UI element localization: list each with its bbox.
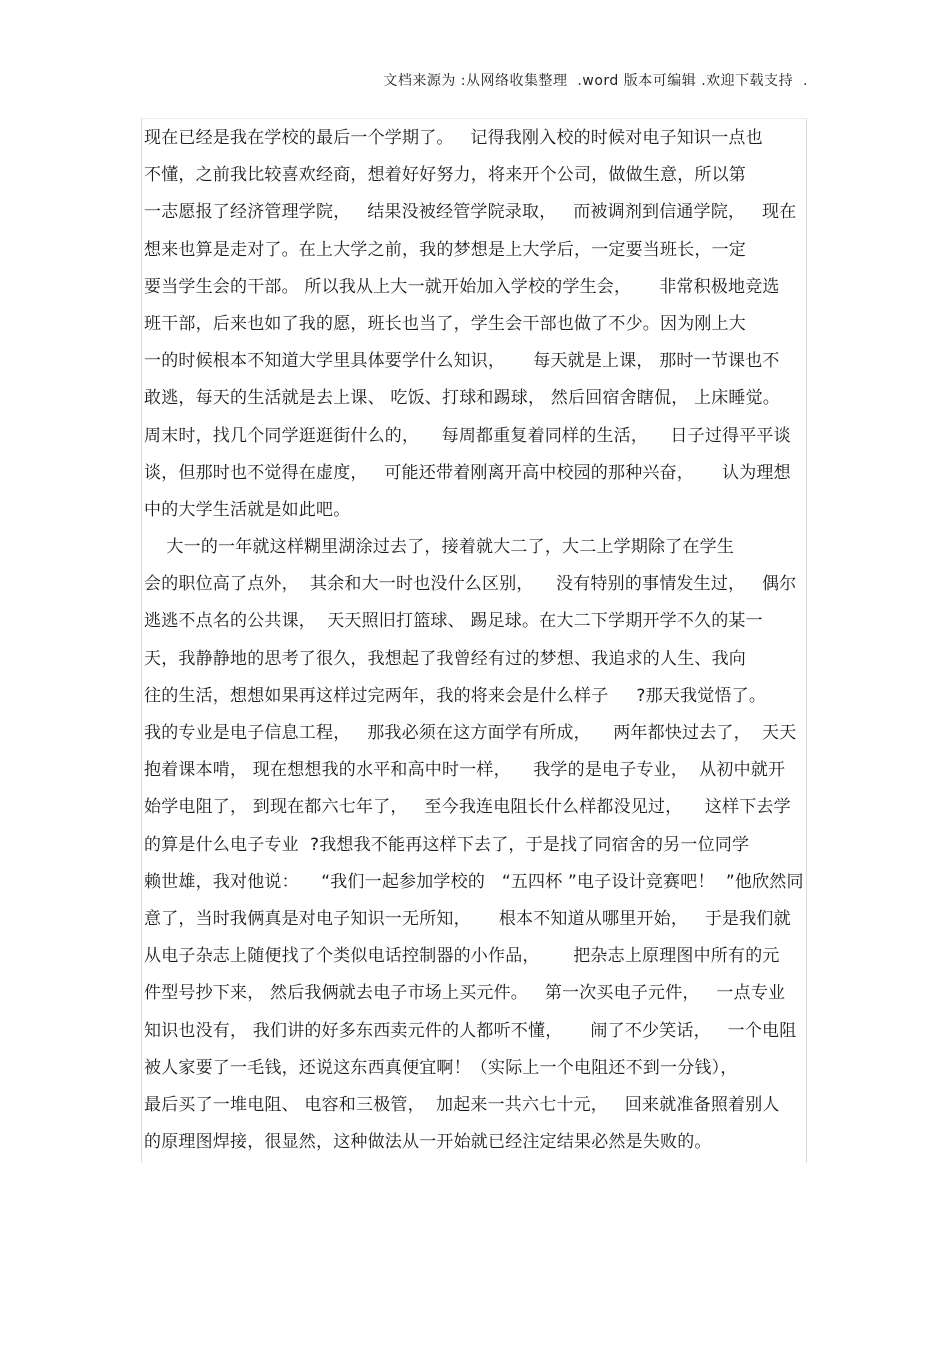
text-line: 一的时候根本不知道大学里具体要学什么知识， 每天就是上课， 那时一节课也不 — [144, 351, 780, 372]
text-line: 件型号抄下来， 然后我俩就去电子市场上买元件。 第一次买电子元件， 一点专业 — [144, 983, 786, 1004]
text-line: 最后买了一堆电阻、 电容和三极管， 加起来一共六七十元， 回来就准备照着别人 — [144, 1094, 780, 1115]
text-line: 谈，但那时也不觉得在虚度， 可能还带着刚离开高中校园的那种兴奋， 认为理想 — [144, 462, 791, 483]
text-line: 敢逃，每天的生活就是去上课、 吃饭、打球和踢球， 然后回宿舍瞎侃， 上床睡觉。 — [144, 388, 781, 409]
page-header: 文档来源为 :从网络收集整理 .word 版本可编辑 .欢迎下载支持 . — [383, 73, 808, 89]
text-line: 现在已经是我在学校的最后一个学期了。 记得我刚入校的时候对电子知识一点也 — [144, 128, 763, 148]
document-body — [144, 123, 804, 1164]
text-line: 从电子杂志上随便找了个类似电话控制器的小作品， 把杂志上原理图中所有的元 — [144, 946, 780, 967]
text-line: 我的专业是电子信息工程， 那我必须在这方面学有所成， 两年都快过去了， 天天 — [144, 723, 797, 743]
text-line: 意了，当时我俩真是对电子知识一无所知， 根本不知道从哪里开始， 于是我们就 — [144, 908, 791, 929]
text-line: 被人家要了一毛钱，还说这东西真便宜啊！（实际上一个电阻还不到一分钱）， — [144, 1057, 738, 1078]
text-line: 要当学生会的干部。 所以我从上大一就开始加入学校的学生会， 非常积极地竞选 — [144, 276, 780, 297]
text-line: 周末时，找几个同学逛逛街什么的， 每周都重复着同样的生活， 日子过得平平谈 — [144, 425, 791, 446]
text-line: 的算是什么电子专业 ?我想我不能再这样下去了，于是找了同宿舍的另一位同学 — [144, 834, 750, 855]
text-line: 天，我静静地的思考了很久，我想起了我曾经有过的梦想、我追求的人生、我向 — [144, 648, 746, 669]
text-line: 赖世雄，我对他说： “我们一起参加学校的 “五四杯 ”电子设计竞赛吧！ ”他欣然同 — [144, 871, 804, 892]
text-line: 始学电阻了， 到现在都六七年了， 至今我连电阻长什么样都没见过， 这样下去学 — [144, 797, 791, 818]
text-line: 往的生活，想想如果再这样过完两年，我的将来会是什么样子 ?那天我觉悟了。 — [144, 685, 767, 706]
text-line: 逃逃不点名的公共课， 天天照旧打篮球、 踢足球。在大二下学期开学不久的某一 — [144, 611, 763, 632]
text-line: 班干部，后来也如了我的愿，班长也当了，学生会干部也做了不少。因为刚上大 — [144, 313, 746, 334]
text-line: 想来也算是走对了。在上大学之前，我的梦想是上大学后，一定要当班长，一定 — [144, 239, 746, 260]
text-line: 不懂，之前我比较喜欢经商，想着好好努力，将来开个公司，做做生意，所以第 — [144, 165, 746, 186]
text-line: 会的职位高了点外， 其余和大一时也没什么区别， 没有特别的事情发生过， 偶尔 — [144, 574, 797, 595]
text-line: 大一的一年就这样糊里湖涂过去了，接着就大二了，大二上学期除了在学生 — [144, 537, 735, 558]
text-line: 的原理图焊接，很显然，这种做法从一开始就已经注定结果必然是失败的。 — [144, 1132, 712, 1153]
text-line: 抱着课本啃， 现在想想我的水平和高中时一样， 我学的是电子专业， 从初中就开 — [144, 760, 786, 781]
text-line: 知识也没有， 我们讲的好多东西卖元件的人都听不懂， 闹了不少笑话， 一个电阻 — [144, 1020, 797, 1041]
text-line: 一志愿报了经济管理学院， 结果没被经管学院录取， 而被调剂到信通学院， 现在 — [144, 202, 797, 223]
text-line: 中的大学生活就是如此吧。 — [144, 499, 351, 520]
